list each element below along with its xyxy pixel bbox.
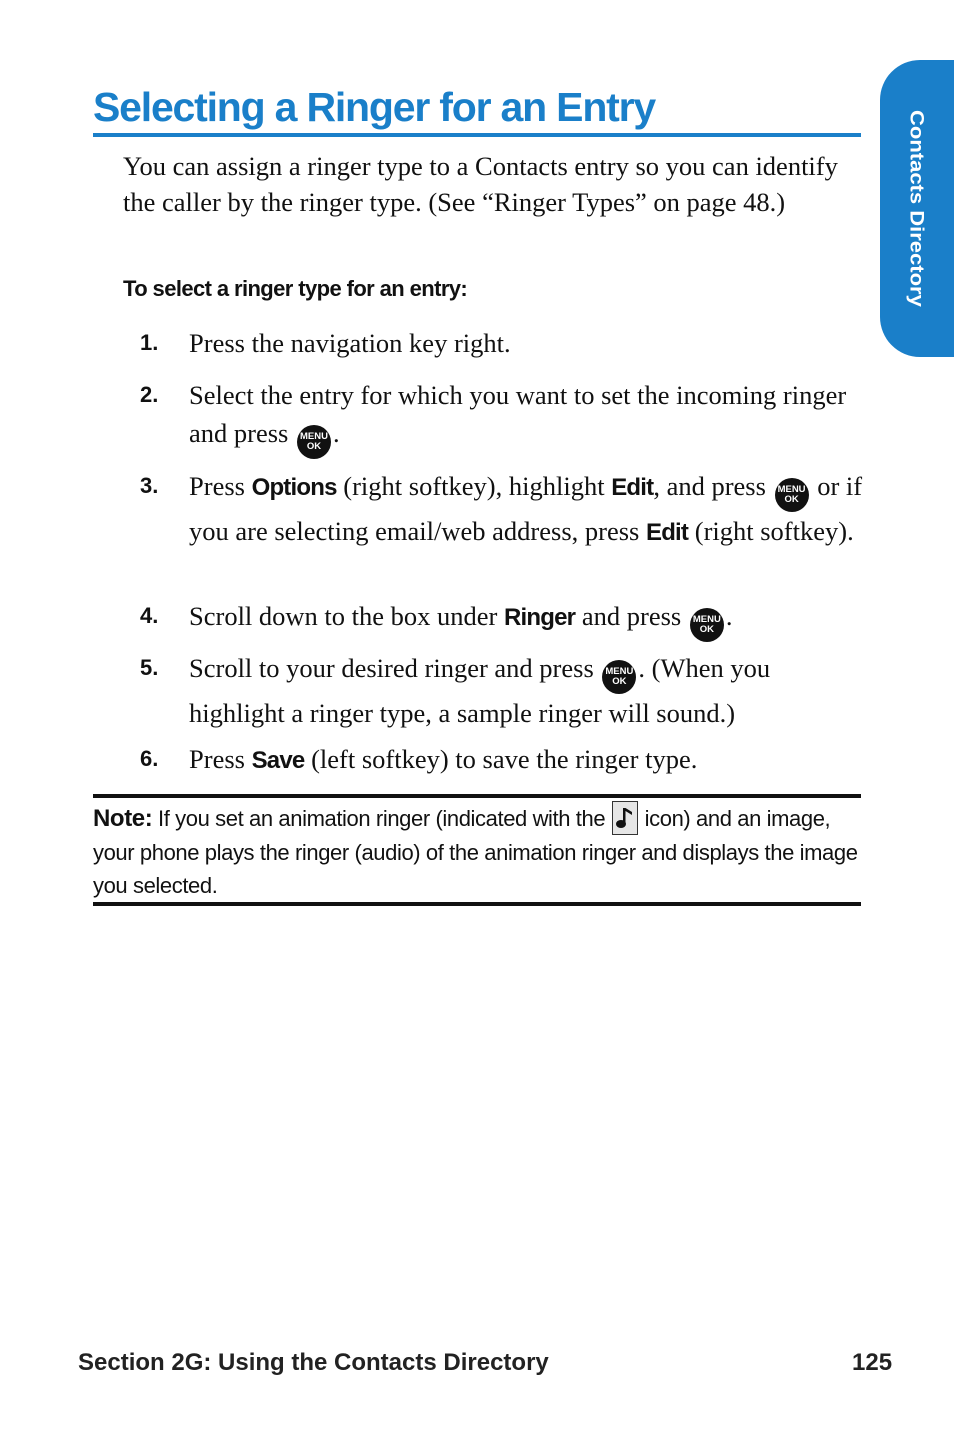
note-bottom-rule	[93, 902, 861, 906]
menu-ok-key-icon	[775, 478, 809, 512]
icon-label: OK	[612, 676, 627, 687]
step-text-part: and press	[581, 601, 682, 631]
icon-label: MENU	[777, 484, 806, 495]
note-box	[93, 801, 861, 903]
step-text-part: (right softkey), highlight	[343, 471, 605, 501]
note-top-rule	[93, 794, 861, 798]
step-3	[140, 467, 865, 552]
step-text-part: Press the navigation key right.	[189, 328, 511, 358]
step-text-part: Press	[189, 471, 245, 501]
animation-ringer-icon	[612, 801, 638, 835]
step-text	[189, 376, 865, 459]
ringer-field-label: Ringer	[504, 604, 576, 631]
menu-ok-key-icon	[690, 608, 724, 642]
step-text-part: (right softkey).	[694, 516, 854, 546]
step-text	[189, 467, 865, 552]
footer-page-number: 125	[852, 1349, 893, 1376]
step-5	[140, 649, 865, 732]
icon-label: MENU	[605, 666, 634, 677]
note-text-part: If you set an animation ringer (indicated with the	[158, 806, 606, 831]
note-label: Note:	[93, 805, 153, 832]
step-text-part: . (When you highlight a ringer type, a sample ringer will sound.)	[189, 653, 771, 728]
edit-softkey-label: Edit	[645, 519, 689, 546]
step-number: 2.	[140, 382, 159, 407]
step-number: 5.	[140, 655, 159, 680]
step-text-part: or if you are selecting email/web address, press	[189, 471, 863, 546]
step-text	[189, 740, 865, 780]
step-number: 4.	[140, 603, 159, 628]
edit-option-label: Edit	[611, 474, 654, 501]
step-text	[189, 597, 865, 642]
step-text-part: , and press	[653, 471, 766, 501]
icon-label: OK	[306, 441, 322, 452]
step-text-part: Select the entry for which you want to set the incoming ringer and press	[189, 380, 847, 448]
step-text-part: (left softkey) to save the ringer type.	[311, 744, 698, 774]
step-number: 1.	[140, 330, 159, 355]
step-number: 6.	[140, 746, 159, 771]
icon-label: OK	[699, 624, 714, 635]
title-rule	[93, 133, 861, 137]
step-4	[140, 597, 865, 642]
step-text	[189, 649, 865, 732]
step-text-part: .	[725, 601, 733, 631]
step-text-part: Scroll down to the box under	[189, 601, 498, 631]
icon-label: MENU	[299, 431, 328, 442]
section-side-tab	[880, 60, 954, 357]
procedure-heading: To select a ringer type for an entry:	[123, 276, 468, 301]
note-text-part: icon) and an image, your phone plays the ringer (audio) of the animation ringer and displays the image you selected.	[93, 806, 858, 898]
step-1	[140, 324, 865, 362]
icon-label: MENU	[692, 614, 721, 625]
side-tab-label: Contacts Directory	[906, 110, 929, 307]
menu-ok-key-icon	[297, 425, 331, 459]
step-text-part: Scroll to your desired ringer and press	[189, 653, 594, 683]
menu-ok-key-icon	[602, 660, 636, 694]
step-number: 3.	[140, 473, 159, 498]
save-softkey-label: Save	[251, 747, 305, 774]
options-softkey-label: Options	[251, 474, 337, 501]
step-text-part: Press	[189, 744, 245, 774]
footer-section-title: Section 2G: Using the Contacts Directory	[78, 1349, 549, 1376]
step-6	[140, 740, 865, 780]
intro-paragraph: You can assign a ringer type to a Contacts entry so you can identify the caller by the ringer type. (See “Ringer Types” on page 48.)	[123, 151, 838, 217]
page-title: Selecting a Ringer for an Entry	[93, 84, 655, 130]
step-text-part: .	[332, 418, 340, 448]
step-2	[140, 376, 865, 459]
step-text	[189, 324, 865, 362]
icon-label: OK	[784, 494, 799, 505]
